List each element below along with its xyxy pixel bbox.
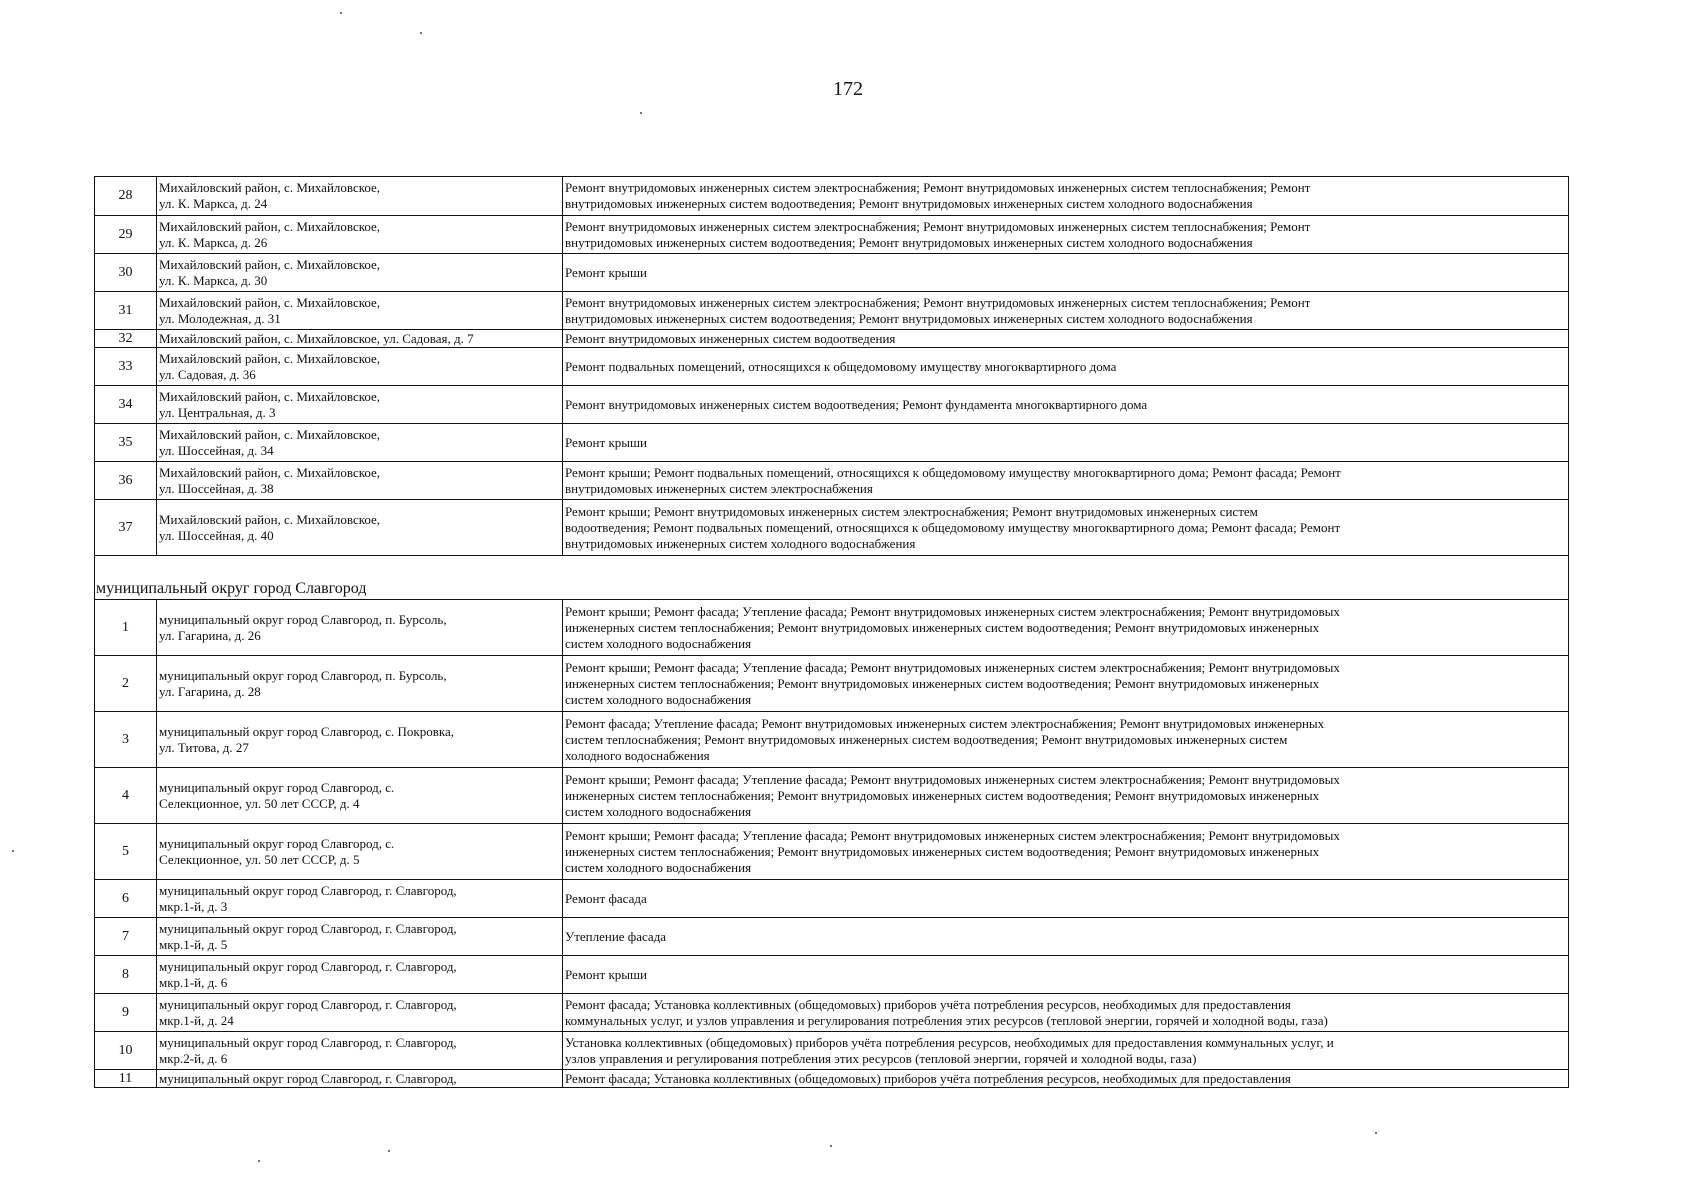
row-address: муниципальный округ город Славгород, с. Покровка, ул. Титова, д. 27: [157, 712, 563, 768]
table-row: [95, 462, 1569, 500]
row-address: муниципальный округ город Славгород, г. Славгород, мкр.1-й, д. 24: [157, 994, 563, 1032]
row-number: 33: [95, 348, 157, 386]
row-number: 32: [95, 330, 157, 348]
row-number: 4: [95, 768, 157, 824]
row-address: Михайловский район, с. Михайловское, ул. Центральная, д. 3: [157, 386, 563, 424]
table-row: [95, 712, 1569, 768]
row-address: Михайловский район, с. Михайловское, ул. Садовая, д. 7: [157, 330, 563, 348]
table-row: [95, 1032, 1569, 1070]
row-number: 1: [95, 600, 157, 656]
row-address: Михайловский район, с. Михайловское, ул. К. Маркса, д. 24: [157, 177, 563, 216]
row-number: 2: [95, 656, 157, 712]
row-works: Утепление фасада: [563, 918, 1569, 956]
row-number: 37: [95, 500, 157, 556]
row-address: Михайловский район, с. Михайловское, ул. К. Маркса, д. 26: [157, 216, 563, 254]
row-number: 8: [95, 956, 157, 994]
table-row: [95, 177, 1569, 216]
row-works: Ремонт внутридомовых инженерных систем электроснабжения; Ремонт внутридомовых инженерных систем теплоснабжения; Ремонт внутридомовых инженерных систем водоотведения; Ремонт внутридомовых инженерных систем холодного водоснабжения: [563, 216, 1569, 254]
table-row: [95, 824, 1569, 880]
row-number: 6: [95, 880, 157, 918]
row-address: Михайловский район, с. Михайловское, ул. Шоссейная, д. 40: [157, 500, 563, 556]
repair-works-table: [94, 176, 1569, 1088]
row-works: Ремонт фасада: [563, 880, 1569, 918]
row-works: Установка коллективных (общедомовых) приборов учёта потребления ресурсов, необходимых для предоставления коммунальных услуг, и узлов управления и регулирования потребления этих ресурсов (тепловой энергии, горячей и холодной воды, газа): [563, 1032, 1569, 1070]
row-works: Ремонт подвальных помещений, относящихся к общедомовому имуществу многоквартирного дома: [563, 348, 1569, 386]
row-number: 5: [95, 824, 157, 880]
row-works: Ремонт крыши: [563, 254, 1569, 292]
table-row: [95, 348, 1569, 386]
row-number: 3: [95, 712, 157, 768]
table-row: [95, 600, 1569, 656]
row-address: Михайловский район, с. Михайловское, ул. Шоссейная, д. 34: [157, 424, 563, 462]
row-address: Михайловский район, с. Михайловское, ул. Молодежная, д. 31: [157, 292, 563, 330]
row-address: муниципальный округ город Славгород, с. Селекционное, ул. 50 лет СССР, д. 5: [157, 824, 563, 880]
row-address: Михайловский район, с. Михайловское, ул. Садовая, д. 36: [157, 348, 563, 386]
row-address: муниципальный округ город Славгород, г. Славгород,: [157, 1070, 563, 1088]
table-body: [95, 177, 1569, 1088]
row-works: Ремонт крыши; Ремонт подвальных помещений, относящихся к общедомовому имуществу многоквартирного дома; Ремонт фасада; Ремонт внутридомовых инженерных систем электроснабжения: [563, 462, 1569, 500]
table-row: [95, 292, 1569, 330]
row-works: Ремонт внутридомовых инженерных систем водоотведения; Ремонт фундамента многоквартирного дома: [563, 386, 1569, 424]
row-number: 29: [95, 216, 157, 254]
row-address: муниципальный округ город Славгород, г. Славгород, мкр.2-й, д. 6: [157, 1032, 563, 1070]
row-number: 10: [95, 1032, 157, 1070]
row-address: муниципальный округ город Славгород, п. Бурсоль, ул. Гагарина, д. 28: [157, 656, 563, 712]
table-row: [95, 1070, 1569, 1088]
row-works: Ремонт фасада; Утепление фасада; Ремонт внутридомовых инженерных систем электроснабжения; Ремонт внутридомовых инженерных систем теплоснабжения; Ремонт внутридомовых инженерных систем водоотведения; Ремонт внутридомовых инженерных систем холодного водоснабжения: [563, 712, 1569, 768]
table-row: [95, 768, 1569, 824]
row-number: 31: [95, 292, 157, 330]
row-address: Михайловский район, с. Михайловское, ул. К. Маркса, д. 30: [157, 254, 563, 292]
row-address: муниципальный округ город Славгород, г. Славгород, мкр.1-й, д. 6: [157, 956, 563, 994]
row-works: Ремонт внутридомовых инженерных систем электроснабжения; Ремонт внутридомовых инженерных систем теплоснабжения; Ремонт внутридомовых инженерных систем водоотведения; Ремонт внутридомовых инженерных систем холодного водоснабжения: [563, 177, 1569, 216]
row-works: Ремонт внутридомовых инженерных систем водоотведения: [563, 330, 1569, 348]
table-row: [95, 880, 1569, 918]
row-number: 9: [95, 994, 157, 1032]
page-number: 172: [833, 78, 863, 100]
row-number: 30: [95, 254, 157, 292]
table-row: [95, 656, 1569, 712]
row-works: Ремонт крыши; Ремонт фасада; Утепление фасада; Ремонт внутридомовых инженерных систем электроснабжения; Ремонт внутридомовых инженерных систем теплоснабжения; Ремонт внутридомовых инженерных систем водоотведения; Ремонт внутридомовых инженерных систем холодного водоснабжения: [563, 656, 1569, 712]
table-row: [95, 386, 1569, 424]
row-works: Ремонт крыши; Ремонт фасада; Утепление фасада; Ремонт внутридомовых инженерных систем электроснабжения; Ремонт внутридомовых инженерных систем теплоснабжения; Ремонт внутридомовых инженерных систем водоотведения; Ремонт внутридомовых инженерных систем холодного водоснабжения: [563, 768, 1569, 824]
row-number: 28: [95, 177, 157, 216]
row-works: Ремонт крыши; Ремонт фасада; Утепление фасада; Ремонт внутридомовых инженерных систем электроснабжения; Ремонт внутридомовых инженерных систем теплоснабжения; Ремонт внутридомовых инженерных систем водоотведения; Ремонт внутридомовых инженерных систем холодного водоснабжения: [563, 600, 1569, 656]
table-row: [95, 956, 1569, 994]
row-address: муниципальный округ город Славгород, г. Славгород, мкр.1-й, д. 5: [157, 918, 563, 956]
row-address: муниципальный округ город Славгород, п. Бурсоль, ул. Гагарина, д. 26: [157, 600, 563, 656]
row-number: 34: [95, 386, 157, 424]
row-works: Ремонт крыши; Ремонт фасада; Утепление фасада; Ремонт внутридомовых инженерных систем электроснабжения; Ремонт внутридомовых инженерных систем теплоснабжения; Ремонт внутридомовых инженерных систем водоотведения; Ремонт внутридомовых инженерных систем холодного водоснабжения: [563, 824, 1569, 880]
row-number: 11: [95, 1070, 157, 1088]
section-row: [95, 556, 1569, 600]
row-address: Михайловский район, с. Михайловское, ул. Шоссейная, д. 38: [157, 462, 563, 500]
row-address: муниципальный округ город Славгород, г. Славгород, мкр.1-й, д. 3: [157, 880, 563, 918]
table-row: [95, 216, 1569, 254]
table-row: [95, 500, 1569, 556]
row-works: Ремонт крыши: [563, 424, 1569, 462]
row-works: Ремонт внутридомовых инженерных систем электроснабжения; Ремонт внутридомовых инженерных систем теплоснабжения; Ремонт внутридомовых инженерных систем водоотведения; Ремонт внутридомовых инженерных систем холодного водоснабжения: [563, 292, 1569, 330]
table-row: [95, 994, 1569, 1032]
row-works: Ремонт крыши: [563, 956, 1569, 994]
row-address: муниципальный округ город Славгород, с. Селекционное, ул. 50 лет СССР, д. 4: [157, 768, 563, 824]
table-row: [95, 918, 1569, 956]
table-row: [95, 330, 1569, 348]
row-works: Ремонт фасада; Установка коллективных (общедомовых) приборов учёта потребления ресурсов, необходимых для предоставления: [563, 1070, 1569, 1088]
section-title: муниципальный округ город Славгород: [95, 556, 1569, 600]
table-row: [95, 254, 1569, 292]
row-number: 35: [95, 424, 157, 462]
row-works: Ремонт фасада; Установка коллективных (общедомовых) приборов учёта потребления ресурсов, необходимых для предоставления коммунальных услуг, и узлов управления и регулирования потребления этих ресурсов (тепловой энергии, горячей и холодной воды, газа): [563, 994, 1569, 1032]
row-number: 7: [95, 918, 157, 956]
row-number: 36: [95, 462, 157, 500]
table-row: [95, 424, 1569, 462]
row-works: Ремонт крыши; Ремонт внутридомовых инженерных систем электроснабжения; Ремонт внутридомовых инженерных систем водоотведения; Ремонт подвальных помещений, относящихся к общедомовому имуществу многоквартирного дома; Ремонт фасада; Ремонт внутридомовых инженерных систем холодного водоснабжения: [563, 500, 1569, 556]
